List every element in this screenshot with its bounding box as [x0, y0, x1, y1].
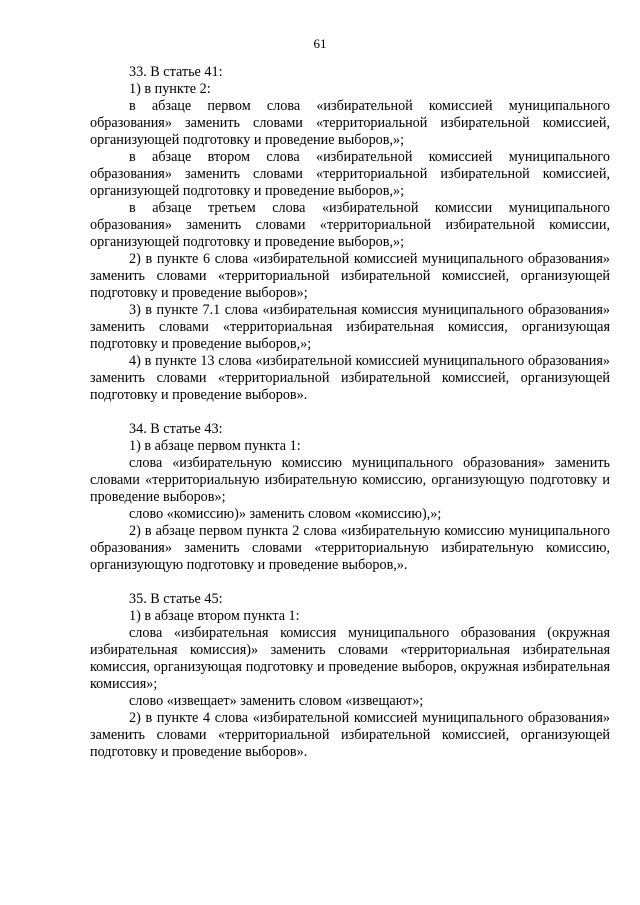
- paragraph: 1) в абзаце первом пункта 1:: [129, 438, 301, 454]
- paragraph: в абзаце третьем слова «избирательной комиссии муниципального образования» заменить словами «территориальной избирательной комиссии, организующей подготовку и проведение выборов,»;: [90, 200, 610, 250]
- paragraph: в абзаце втором слова «избирательной комиссией муниципального образования» заменить словами «территориальной избирательной комиссией, организующей подготовку и проведение выборов,»;: [90, 149, 610, 199]
- paragraph: 1) в абзаце втором пункта 1:: [129, 608, 300, 624]
- paragraph: 1) в пункте 2:: [129, 81, 211, 97]
- paragraph: 2) в пункте 6 слова «избирательной комиссией муниципального образования» заменить словами «территориальной избирательной комиссией, организующей подготовку и проведение выборов»;: [90, 251, 610, 301]
- paragraph: 2) в абзаце первом пункта 2 слова «избирательную комиссию муниципального образования» заменить словами «территориальную избирательную комиссию, организующую подготовку и проведение выборов,».: [90, 523, 610, 573]
- paragraph: в абзаце первом слова «избирательной комиссией муниципального образования» заменить словами «территориальной избирательной комиссией, организующей подготовку и проведение выборов,»;: [90, 98, 610, 148]
- section-article-41: [90, 64, 610, 404]
- paragraph: слово «извещает» заменить словом «извещают»;: [129, 693, 424, 709]
- document-body: [90, 64, 610, 778]
- paragraph: слова «избирательная комиссия муниципального образования (окружная избирательная комиссия)» заменить словами «территориальная избирательная комиссия, организующая подготовку и проведение выборов, окружная избирательная комиссия»;: [90, 625, 610, 692]
- paragraph: 3) в пункте 7.1 слова «избирательная комиссия муниципального образования» заменить словами «территориальная избирательная комиссия, организующая подготовку и проведение выборов,»;: [90, 302, 610, 352]
- section-article-45: [90, 591, 610, 761]
- paragraph: слова «избирательную комиссию муниципального образования» заменить словами «территориальную избирательную комиссию, организующую подготовку и проведение выборов»;: [90, 455, 610, 505]
- paragraph: слово «комиссию)» заменить словом «комиссию),»;: [129, 506, 442, 522]
- paragraph: 2) в пункте 4 слова «избирательной комиссией муниципального образования» заменить словами «территориальной избирательной комиссией, организующей подготовку и проведение выборов».: [90, 710, 610, 760]
- page-number: 61: [313, 36, 327, 51]
- section-heading: 33. В статье 41:: [129, 64, 223, 80]
- section-heading: 34. В статье 43:: [129, 421, 223, 437]
- section-article-43: [90, 421, 610, 574]
- section-heading: 35. В статье 45:: [129, 591, 223, 607]
- paragraph: 4) в пункте 13 слова «избирательной комиссией муниципального образования» заменить словами «территориальной избирательной комиссией, организующей подготовку и проведение выборов».: [90, 353, 610, 403]
